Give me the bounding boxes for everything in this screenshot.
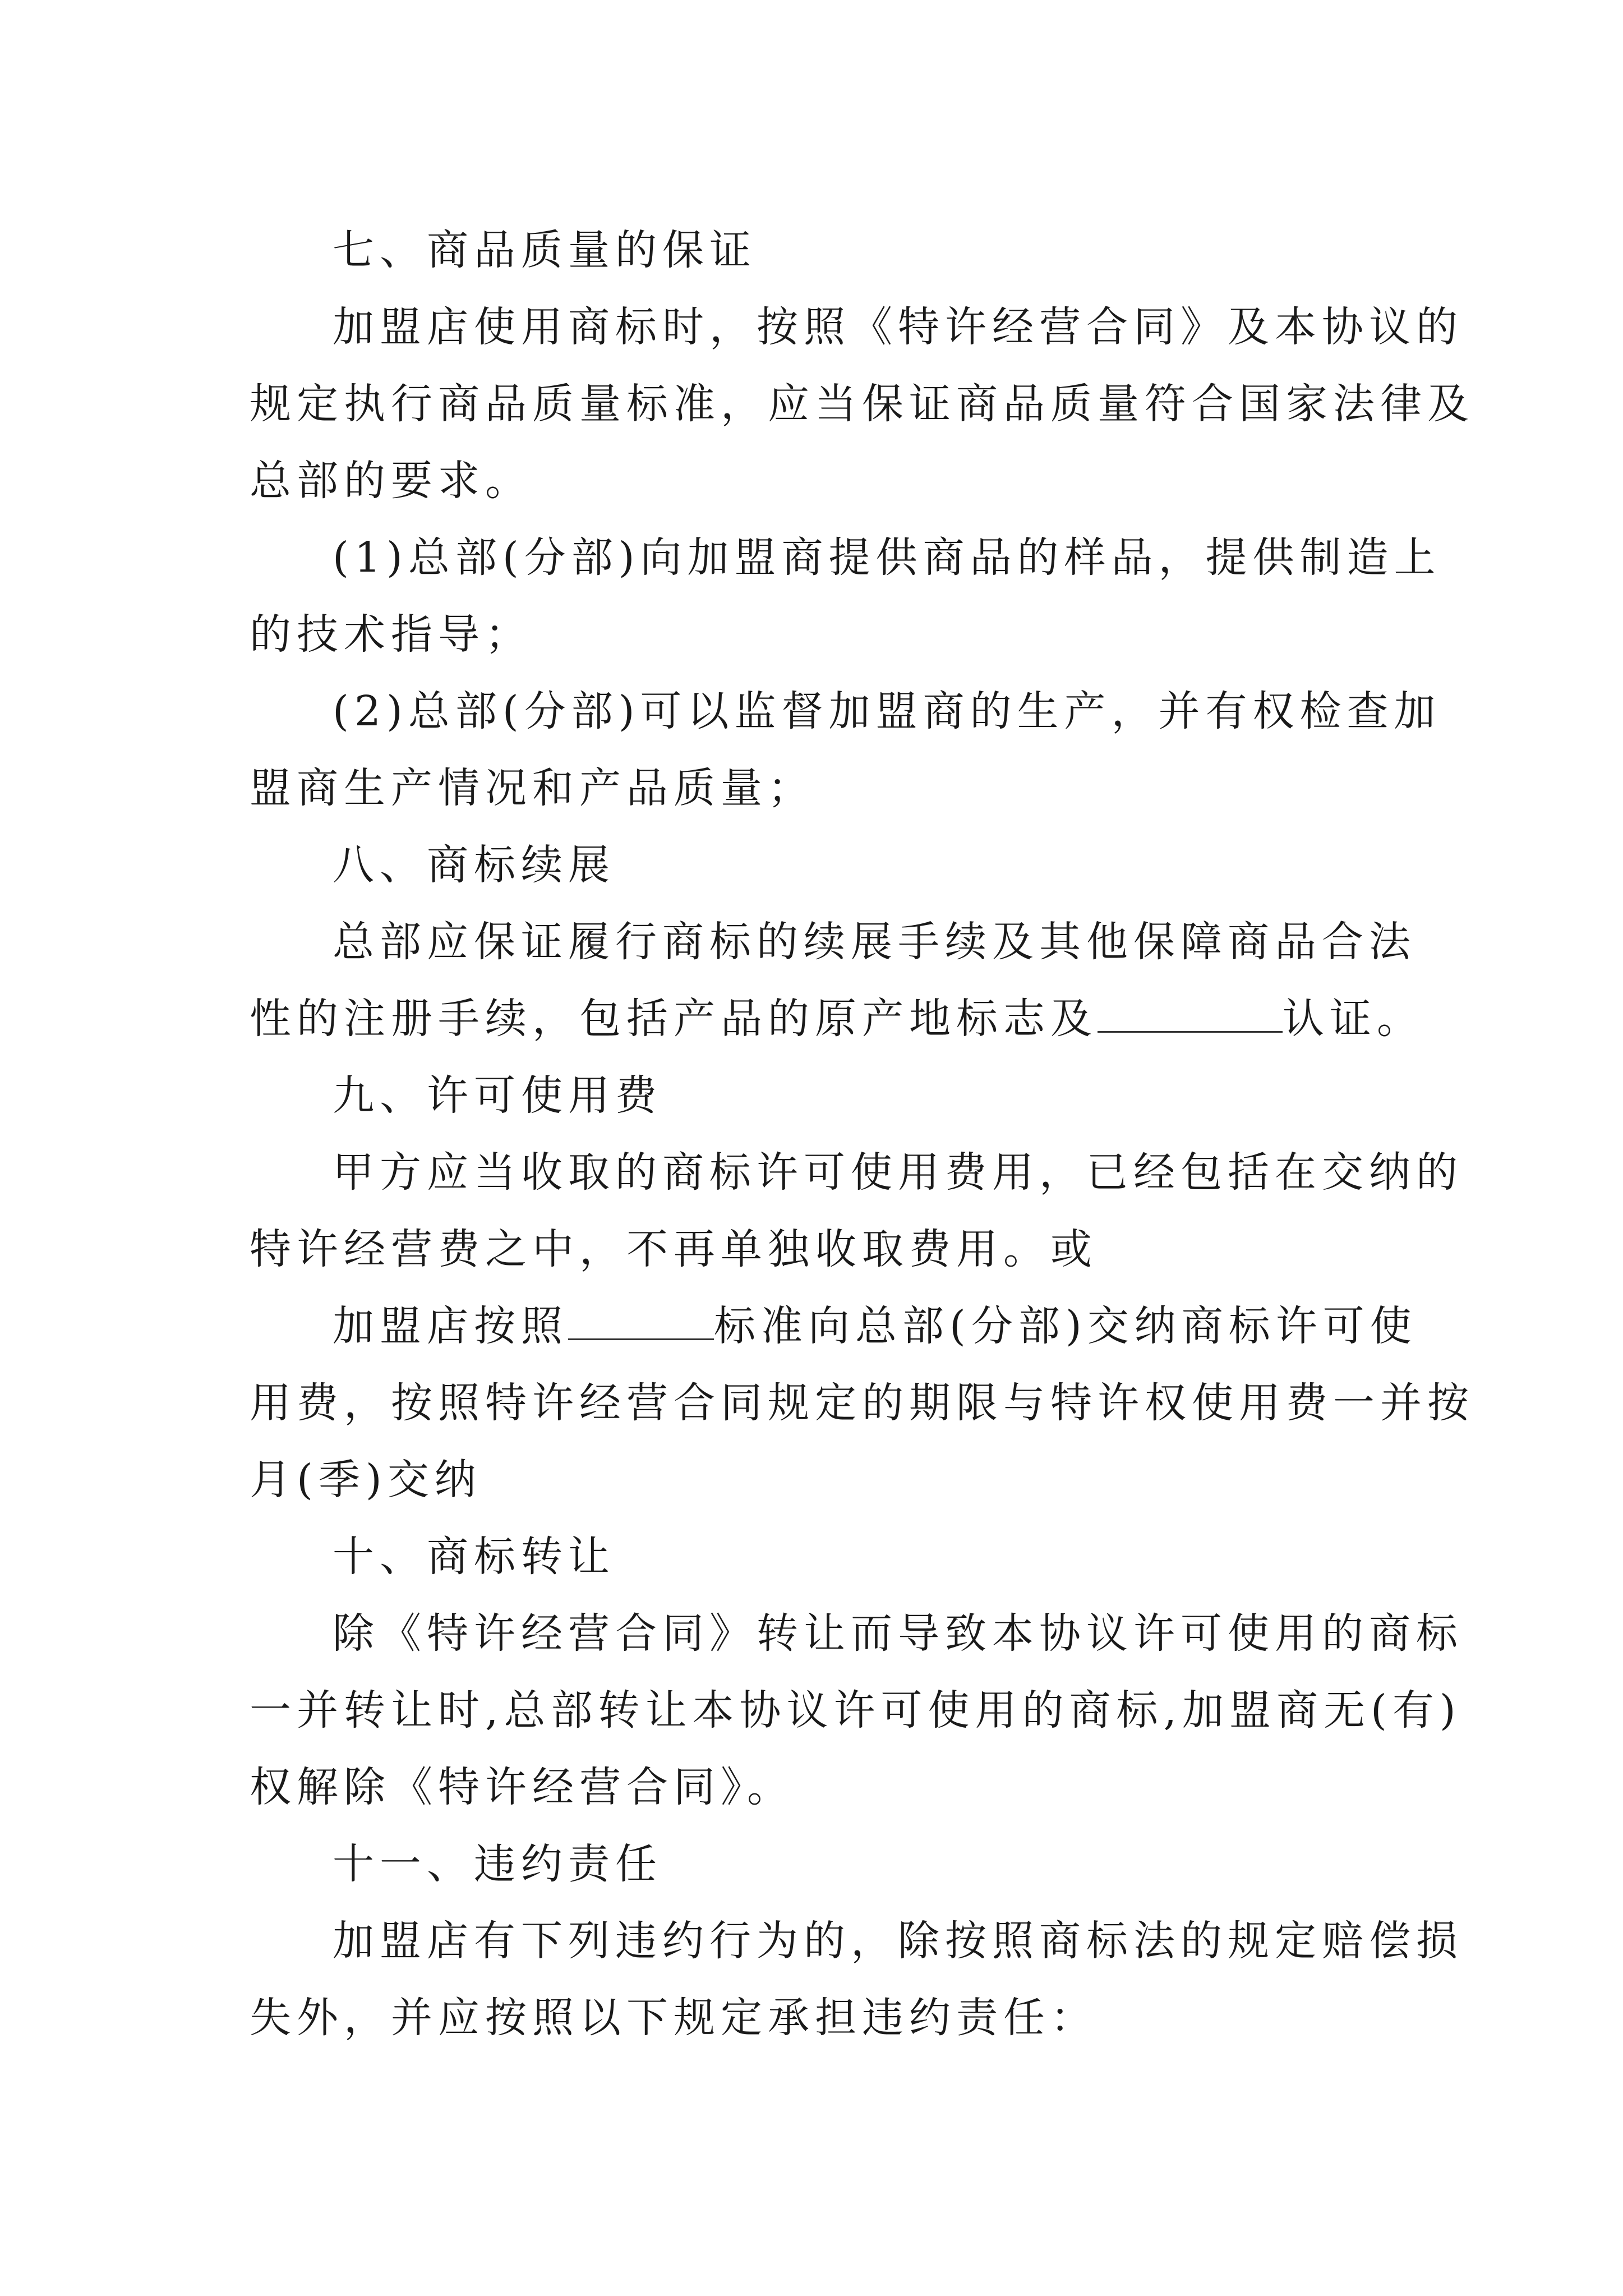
paragraph-line: 加盟店有下列违约行为的，除按照商标法的规定赔偿损: [333, 1917, 1463, 1965]
paragraph-line: 的技术指导；: [250, 610, 532, 659]
paragraph-line: 权解除《特许经营合同》。: [250, 1763, 794, 1811]
paragraph-line: [250, 981, 1424, 1057]
paragraph-line: 用费，按照特许经营合同规定的期限与特许权使用费一并按: [250, 1379, 1474, 1427]
paragraph-line: 一并转让时,总部转让本协议许可使用的商标,加盟商无(有): [250, 1686, 1461, 1734]
section-heading-10: 十、商标转让: [333, 1533, 615, 1581]
section-heading-7: 七、商品质量的保证: [333, 226, 757, 274]
paragraph-line: (2)总部(分部)可以监督加盟商的生产，并有权检查加: [333, 687, 1441, 735]
document-body: [250, 212, 1474, 2056]
paragraph-line: 失外，并应按照以下规定承担违约责任：: [250, 1994, 1098, 2042]
paragraph-line: 特许经营费之中，不再单独收取费用。或: [250, 1225, 1098, 1273]
section-heading-11: 十一、违约责任: [333, 1840, 662, 1888]
paragraph-text: 性的注册手续，包括产品的原产地标志及: [250, 995, 1098, 1043]
paragraph-line: 总部的要求。: [250, 457, 532, 505]
section-heading-9: 九、许可使用费: [333, 1071, 662, 1120]
paragraph-text: 加盟店按照: [333, 1302, 568, 1350]
fill-in-blank: [568, 1297, 714, 1340]
paragraph-line: (1)总部(分部)向加盟商提供商品的样品，提供制造上: [333, 533, 1441, 582]
paragraph-line: [250, 1288, 1417, 1365]
paragraph-line: 规定执行商品质量标准，应当保证商品质量符合国家法律及: [250, 380, 1474, 428]
paragraph-text: 认证。: [1283, 995, 1424, 1043]
paragraph-line: 加盟店使用商标时，按照《特许经营合同》及本协议的: [333, 303, 1463, 351]
paragraph-line: 甲方应当收取的商标许可使用费用，已经包括在交纳的: [333, 1148, 1463, 1197]
section-heading-8: 八、商标续展: [333, 841, 615, 889]
paragraph-line: 总部应保证履行商标的续展手续及其他保障商品合法: [333, 918, 1416, 966]
paragraph-text: 标准向总部(分部)交纳商标许可使: [714, 1302, 1417, 1350]
paragraph-line: 盟商生产情况和产品质量；: [250, 764, 815, 812]
paragraph-line: 月(季)交纳: [250, 1456, 482, 1504]
fill-in-blank: [1098, 990, 1283, 1033]
paragraph-line: 除《特许经营合同》转让而导致本协议许可使用的商标: [333, 1609, 1463, 1658]
